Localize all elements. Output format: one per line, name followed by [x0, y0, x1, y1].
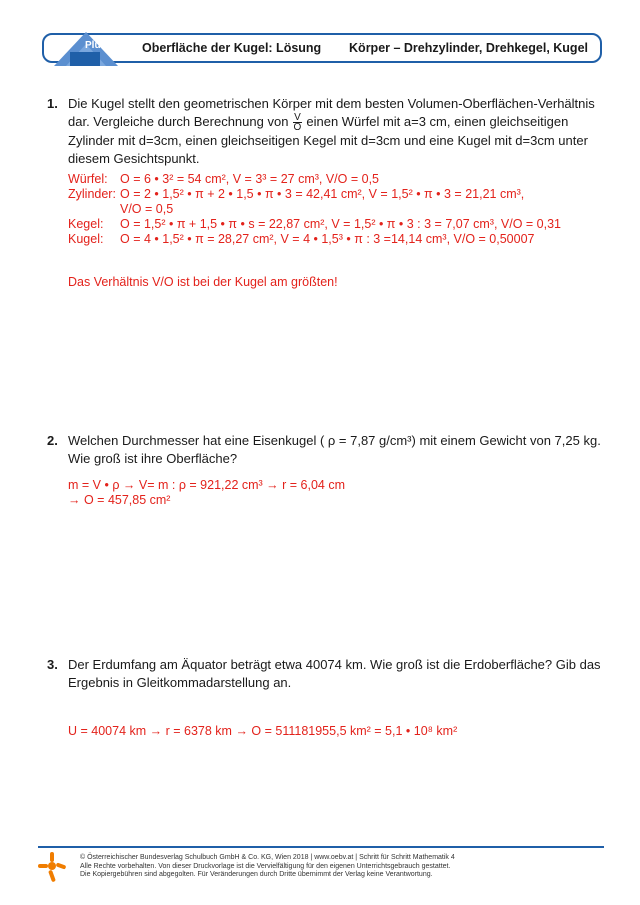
question-line: Zylinder mit d=3cm, einen gleichseitigen Kegel mit d=3cm und eine Kugel mit d=3cm unter	[68, 133, 588, 149]
publisher-logo-icon	[38, 852, 66, 882]
solution-line: O = 6 • 3² = 54 cm², V = 3³ = 27 cm³, V/O = 0,5	[120, 172, 379, 186]
task-3-solution: U = 40074 km → r = 6378 km → O = 511181955,5 km² = 5,1 • 10⁸ km²	[68, 724, 458, 738]
footer-line: © Österreichischer Bundesverlag Schulbuch GmbH & Co. KG, Wien 2018 | www.oebv.at | Schritt für Schritt Mathematik 4	[80, 854, 455, 861]
task-number: 1.	[47, 96, 58, 111]
fraction-v-over-o: $\frac{V}{O}$	[293, 112, 302, 134]
footer-divider	[38, 846, 604, 848]
task-1-solution	[68, 172, 608, 252]
task-question	[68, 656, 613, 692]
task-2	[47, 432, 617, 472]
question-line: Die Kugel stellt den geometrischen Körper mit dem besten Volumen-Oberflächen-Verhältnis	[68, 96, 595, 111]
page-title: Oberfläche der Kugel: Lösung	[142, 41, 322, 55]
solution-label: Kugel:	[68, 232, 104, 246]
solution-label: Würfel:	[68, 172, 108, 186]
chapter-title: Körper – Drehzylinder, Drehkegel, Kugel	[349, 41, 588, 55]
logo-text: Plus	[85, 40, 107, 51]
plus-logo-icon	[52, 30, 122, 68]
task-question	[68, 432, 613, 468]
task-3	[47, 656, 617, 696]
question-line: Wie groß ist ihre Oberfläche?	[68, 451, 238, 466]
question-line: Welchen Durchmesser hat eine Eisenkugel ( ρ = 7,87 g/cm³) mit einem Gewicht von 7,25 kg.	[68, 433, 601, 448]
solution-line: O = 2 • 1,5² • π + 2 • 1,5 • π • 3 = 42,41 cm², V = 1,5² • π • 3 = 21,21 cm³,	[120, 187, 525, 201]
task-1-conclusion: Das Verhältnis V/O ist bei der Kugel am größten!	[68, 275, 338, 289]
task-question	[68, 95, 613, 168]
solution-line: V/O = 0,5	[120, 202, 174, 216]
question-line: dar. Vergleiche durch Berechnung von $\frac{V}{O}$ einen Würfel mit a=3 cm, einen gleichseitigen	[68, 112, 569, 134]
task-number: 3.	[47, 657, 58, 672]
solution-line: O = 1,5² • π + 1,5 • π • s = 22,87 cm², V = 1,5² • π • 3 : 3 = 7,07 cm³, V/O = 0,31	[120, 217, 562, 231]
task-2-solution	[68, 478, 608, 508]
task-number: 2.	[47, 433, 58, 448]
question-line: Ergebnis in Gleitkommadarstellung an.	[68, 675, 292, 690]
solution-line: O = 4 • 1,5² • π = 28,27 cm², V = 4 • 1,5³ • π : 3 =14,14 cm³, V/O = 0,50007	[120, 232, 535, 246]
footer-line: Alle Rechte vorbehalten. Von dieser Druckvorlage ist die Vervielfältigung für den eigenen Unterrichtsgebrauch gestattet.	[80, 862, 451, 870]
solution-line: → O = 457,85 cm²	[68, 493, 171, 507]
question-line: Der Erdumfang am Äquator beträgt etwa 40074 km. Wie groß ist die Erdoberfläche? Gib das	[68, 657, 601, 672]
question-line: diesem Gesichtspunkt.	[68, 151, 200, 167]
solution-line: m = V • ρ → V= m : ρ = 921,22 cm³ → r = 6,04 cm	[68, 478, 346, 492]
footer-line: Die Kopiergebühren sind abgegolten. Für Veränderungen durch Dritte übernimmt der Verlag keine Verantwortung.	[80, 871, 433, 878]
page-header	[42, 33, 602, 63]
copyright-notice	[80, 854, 550, 880]
task-1	[47, 95, 617, 175]
solution-label: Kegel:	[68, 217, 104, 231]
solution-label: Zylinder:	[68, 187, 116, 201]
